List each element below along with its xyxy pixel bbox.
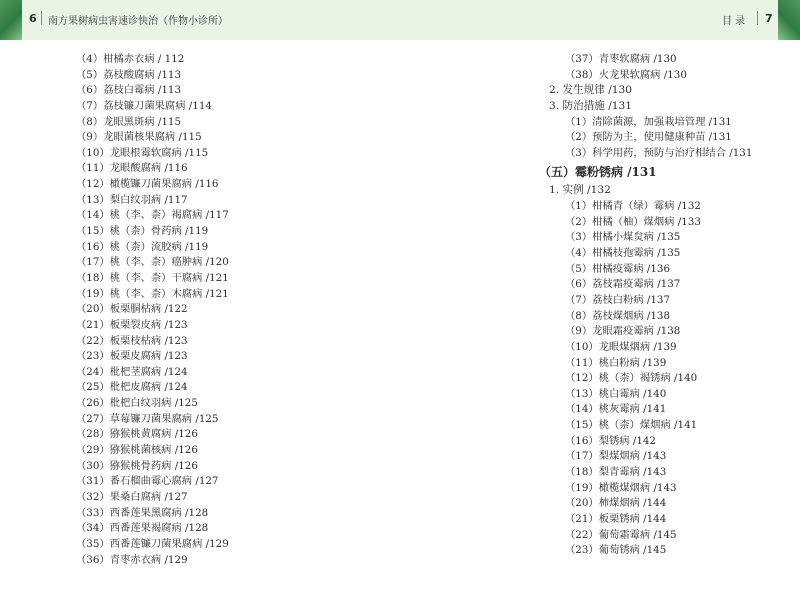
toc-entry: （34）西番莲果褐腐病 /128: [76, 522, 209, 535]
toc-entry: （9）龙眼菌核果腐病 /115: [76, 131, 202, 144]
toc-entry: （3）科学用药，预防与治疗相结合 /131: [565, 146, 753, 159]
toc-entry: （7）荔枝白粉病 /137: [565, 293, 671, 306]
toc-entry: （10）龙眼煤烟病 /139: [565, 340, 677, 353]
toc-subheading: 3. 防治措施 /131: [549, 99, 633, 112]
toc-entry: （19）橄榄煤烟病 /143: [565, 481, 677, 494]
toc-entry: （1）清除菌源，加强栽培管理 /131: [565, 115, 732, 128]
toc-entry: （19）桃（李、柰）木腐病 /121: [76, 287, 229, 300]
right-page-number: 7: [765, 12, 773, 25]
toc-entry: （11）龙眼酸腐病 /116: [76, 162, 188, 175]
toc-entry: （5）柑橘疫霉病 /136: [565, 262, 671, 275]
toc-entry: （4）柑橘枝孢霉病 /135: [565, 247, 681, 260]
toc-entry: （15）桃（柰）骨药病 /119: [76, 225, 209, 238]
toc-entry: （17）桃（李、柰）癌肿病 /120: [76, 256, 229, 269]
toc-entry: （11）桃白粉病 /139: [565, 356, 667, 369]
toc-entry: （23）板栗皮腐病 /123: [76, 350, 188, 363]
toc-entry: （8）龙眼黑斑病 /115: [76, 115, 182, 128]
toc-entry: （10）龙眼根霉软腐病 /115: [76, 146, 209, 159]
toc-entry: （15）桃（柰）煤烟病 /141: [565, 419, 698, 432]
toc-entry: （20）柿煤烟病 /144: [565, 497, 667, 510]
toc-subheading: 2. 发生规律 /130: [549, 84, 633, 97]
toc-entry: （35）西番莲镰刀菌果腐病 /129: [76, 537, 229, 550]
toc-entry: （14）桃（李、柰）褐腐病 /117: [76, 209, 229, 222]
toc-entry: （9）龙眼霜疫霉病 /138: [565, 325, 681, 338]
toc-entry: （33）西番莲果黑腐病 /128: [76, 506, 209, 519]
toc-entry: （4）柑橘赤衣病 / 112: [76, 53, 185, 65]
toc-entry: （5）荔枝酸腐病 /113: [76, 68, 182, 81]
toc-entry: （32）果桑白腐病 /127: [76, 490, 188, 503]
header-divider-left: [41, 11, 42, 25]
toc-entry: （2）预防为主，使用健康种苗 /131: [565, 131, 732, 144]
toc-entry: （25）枇杷皮腐病 /124: [76, 381, 188, 394]
toc-left-column: [76, 52, 229, 568]
left-page-number: 6: [29, 12, 37, 25]
toc-entry: （31）番石榴曲霉心腐病 /127: [76, 475, 219, 488]
toc-entry: （14）桃灰霉病 /141: [565, 403, 667, 416]
leaf-decoration-right: [778, 0, 800, 40]
toc-entry: （7）荔枝镰刀菌果腐病 /114: [76, 99, 212, 112]
toc-entry: （24）枇杷茎腐病 /124: [76, 365, 188, 378]
toc-entry: （20）板栗胴枯病 /122: [76, 303, 188, 316]
toc-section-heading: （五）霉粉锈病 /131: [539, 165, 657, 180]
toc-entry: （27）草莓镰刀菌果腐病 /125: [76, 412, 219, 425]
toc-entry: （29）猕猴桃菌核病 /126: [76, 444, 198, 457]
toc-subheading: 1. 实例 /132: [549, 184, 611, 197]
toc-entry: （28）猕猴桃黄腐病 /126: [76, 428, 198, 441]
toc-right-column: [539, 52, 753, 559]
book-title: 南方果树病虫害速诊快治（作物小诊所）: [48, 16, 228, 27]
toc-entry: （37）青枣软腐病 /130: [565, 53, 677, 65]
toc-entry: （30）猕猴桃骨药病 /126: [76, 459, 198, 472]
toc-entry: （38）火龙果软腐病 /130: [565, 68, 687, 81]
toc-entry: （13）梨白纹羽病 /117: [76, 193, 188, 206]
toc-entry: （16）梨锈病 /142: [565, 434, 656, 447]
toc-entry: （18）梨青霉病 /143: [565, 466, 667, 479]
toc-entry: （13）桃白霉病 /140: [565, 387, 667, 400]
leaf-decoration-left: [0, 0, 22, 40]
section-title: 目 录: [722, 16, 746, 27]
toc-entry: （6）荔枝白霉病 /113: [76, 84, 182, 97]
toc-entry: （21）板栗锈病 /144: [565, 512, 667, 525]
toc-entry: （2）柑橘（柚）煤烟病 /133: [565, 215, 701, 228]
toc-entry: （18）桃（李、柰）干腐病 /121: [76, 271, 229, 284]
page-header: [0, 0, 800, 40]
toc-entry: （12）桃（柰）褐锈病 /140: [565, 372, 698, 385]
toc-entry: （3）柑橘小煤炱病 /135: [565, 231, 681, 244]
toc-entry: （22）葡萄霜霉病 /145: [565, 528, 677, 541]
toc-entry: （12）橄榄镰刀菌果腐病 /116: [76, 178, 219, 191]
toc-entry: （21）板栗裂皮病 /123: [76, 318, 188, 331]
toc-entry: （8）荔枝煤烟病 /138: [565, 309, 671, 322]
header-divider-right: [757, 11, 758, 25]
toc-entry: （16）桃（柰）流胶病 /119: [76, 240, 209, 253]
toc-entry: （23）葡萄锈病 /145: [565, 544, 667, 557]
toc-entry: （17）梨煤烟病 /143: [565, 450, 667, 463]
toc-entry: （36）青枣赤衣病 /129: [76, 553, 188, 566]
toc-entry: （6）荔枝霜疫霉病 /137: [565, 278, 681, 291]
toc-entry: （1）柑橘青（绿）霉病 /132: [565, 200, 701, 213]
toc-entry: （22）板栗枝枯病 /123: [76, 334, 188, 347]
toc-entry: （26）枇杷白纹羽病 /125: [76, 397, 198, 410]
